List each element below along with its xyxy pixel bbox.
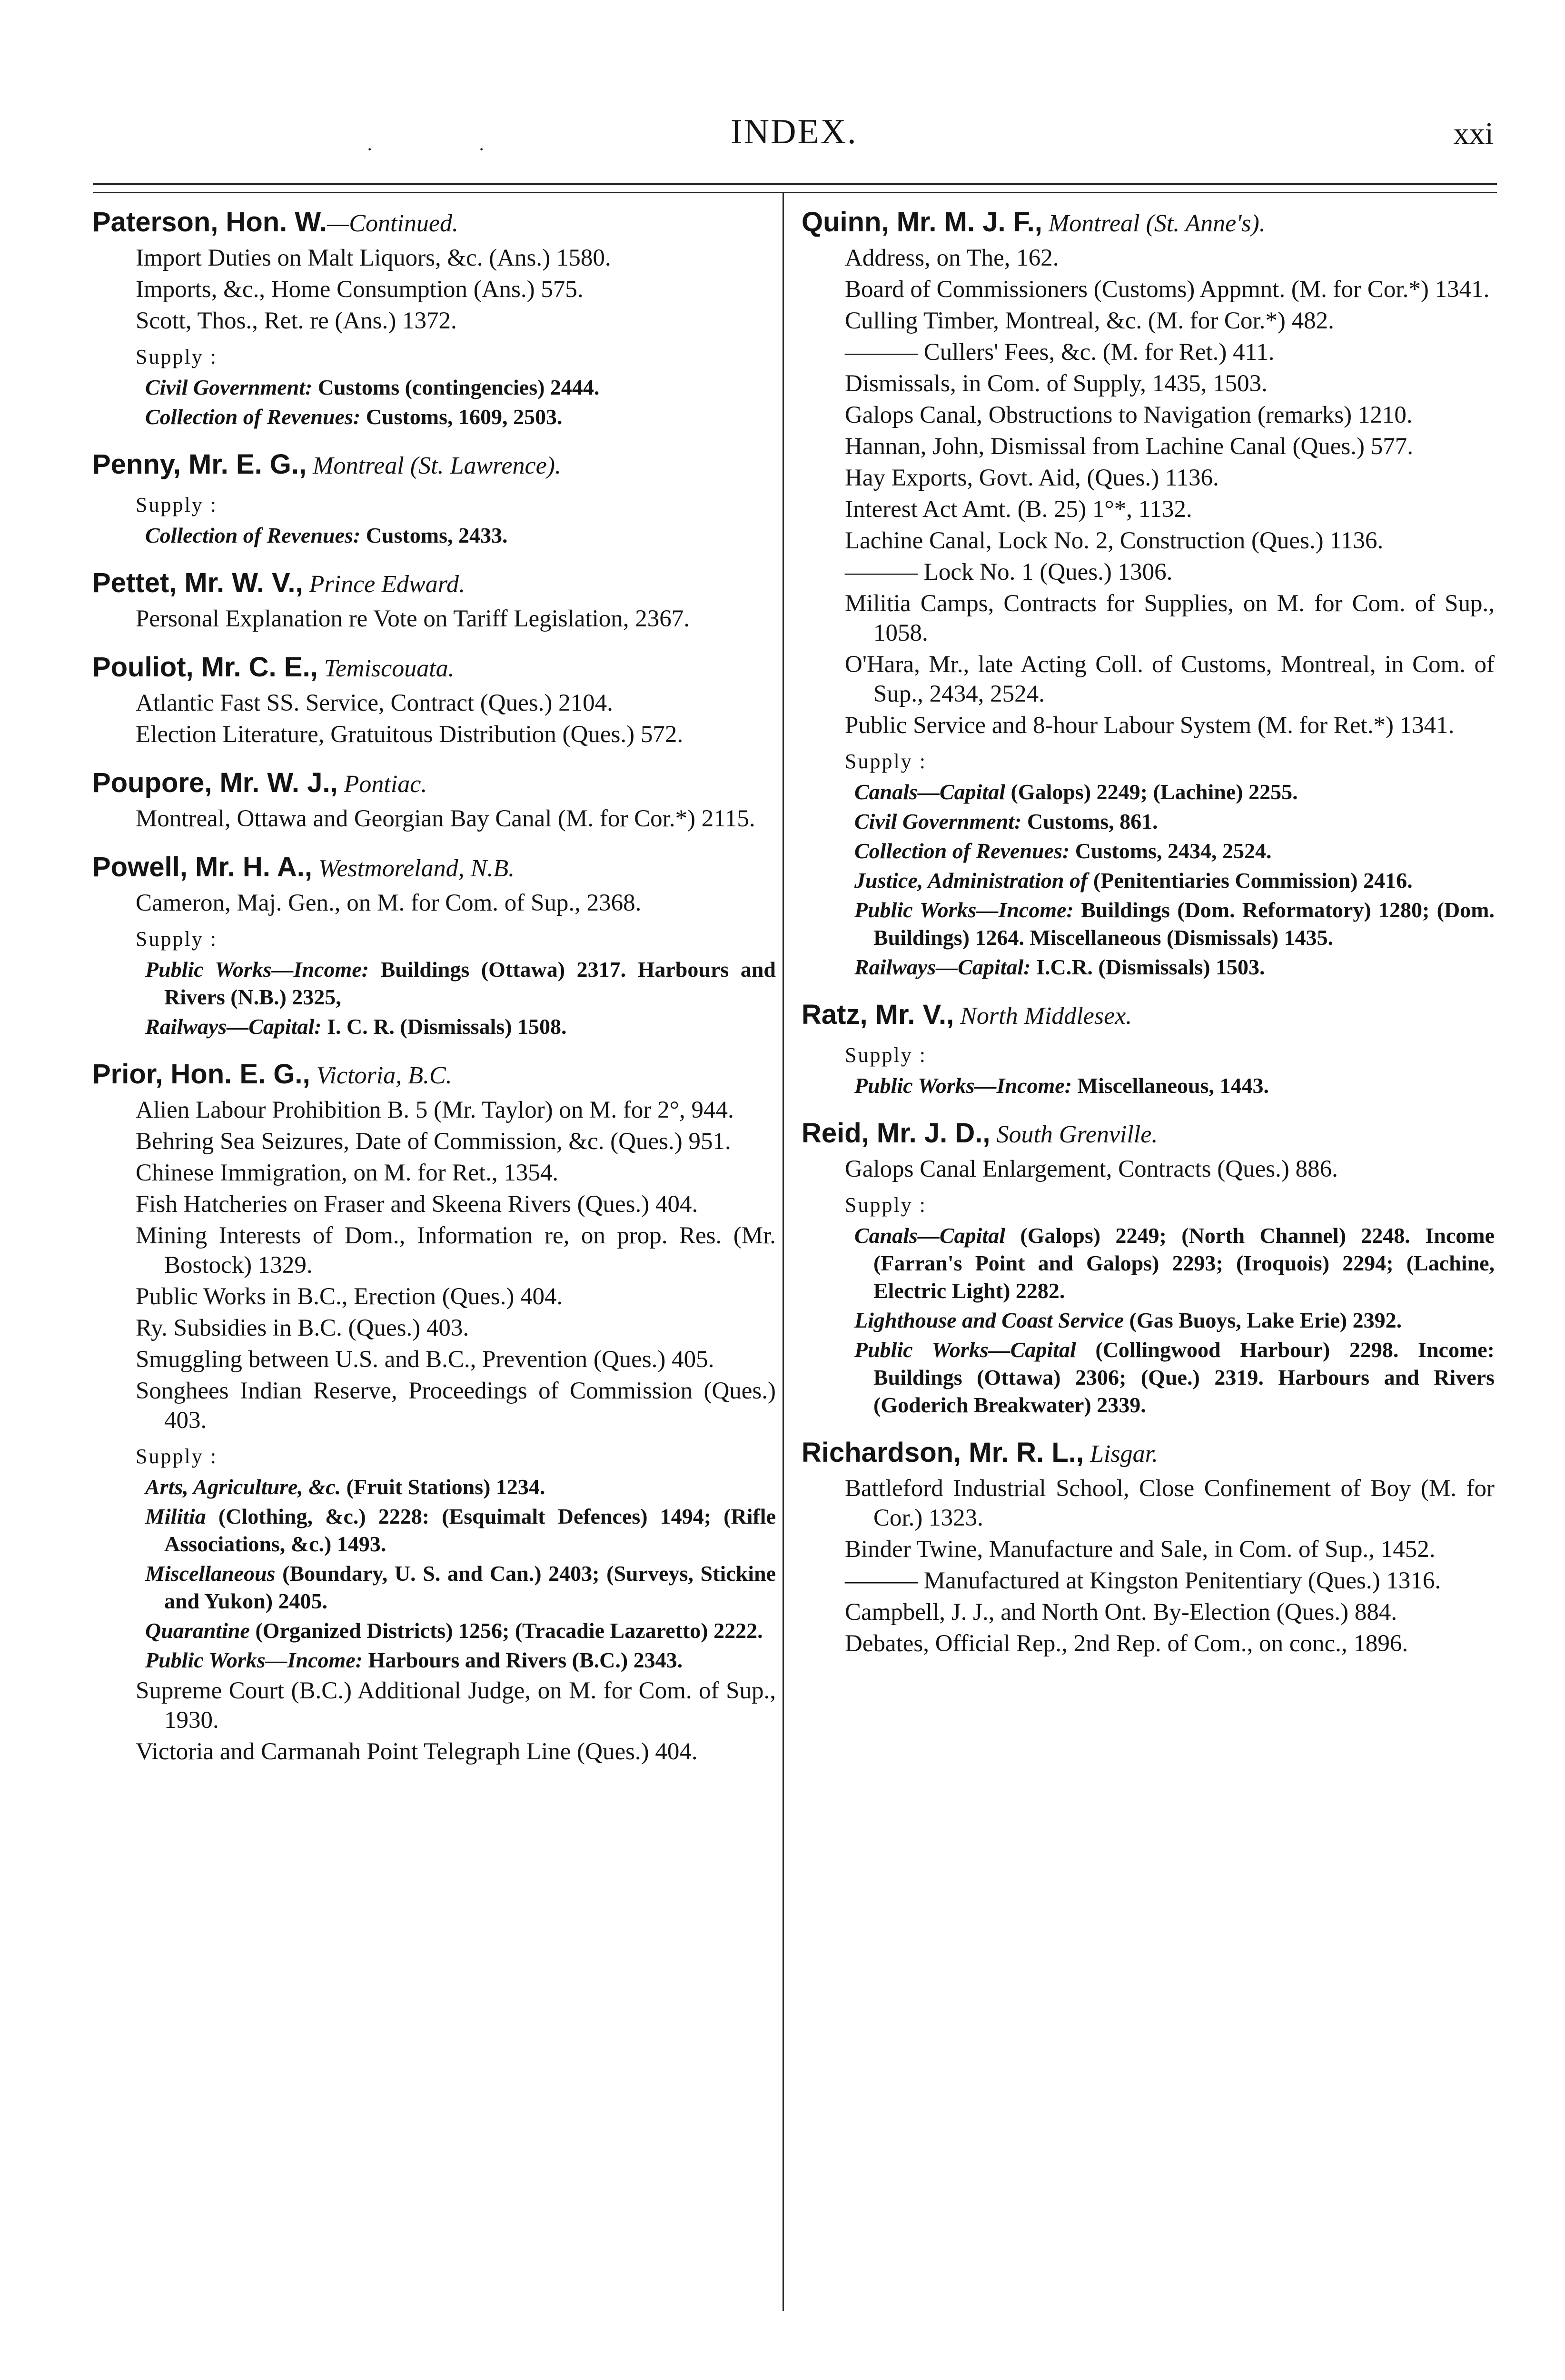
item-text: ——— Cullers' Fees, &c. (M. for Ret.) 411.: [845, 339, 1275, 366]
item-text: Interest Act Amt. (B. 25) 1°*, 1132.: [845, 496, 1192, 523]
item-text: Chinese Immigration, on M. for Ret., 1354.: [136, 1160, 559, 1186]
supply-item: [800, 837, 1495, 865]
index-item: [90, 1095, 776, 1125]
index-item: [90, 275, 776, 304]
index-item: [90, 243, 776, 273]
item-text: Election Literature, Gratuitous Distribution (Ques.) 572.: [136, 721, 683, 748]
index-item: [800, 306, 1495, 336]
item-text: Montreal, Ottawa and Georgian Bay Canal (M. for Cor.*) 2115.: [136, 805, 755, 832]
supply-category: Lighthouse and Coast Service: [854, 1308, 1124, 1332]
item-text: Militia Camps, Contracts for Supplies, on M. for Com. of Sup., 1058.: [845, 590, 1495, 646]
index-item: [90, 306, 776, 336]
index-item: [800, 463, 1495, 493]
column-divider: [782, 193, 784, 2311]
item-text: Address, on The, 162.: [845, 245, 1059, 271]
supply-text: (Galops) 2249; (Lachine) 2255.: [1005, 780, 1298, 804]
supply-category: Collection of Revenues:: [145, 405, 361, 429]
item-text: Songhees Indian Reserve, Proceedings of Commission (Ques.) 403.: [136, 1378, 776, 1434]
member-name: Paterson, Hon. W.: [92, 207, 327, 238]
supply-item: [800, 1307, 1495, 1334]
page-number: xxi: [1453, 116, 1494, 151]
supply-item: [90, 522, 776, 549]
supply-category: Railways—Capital:: [854, 955, 1031, 979]
index-item: [800, 1597, 1495, 1627]
index-item: [800, 589, 1495, 648]
item-text: Supreme Court (B.C.) Additional Judge, on M. for Com. of Sup., 1930.: [136, 1677, 776, 1734]
index-item: [800, 1154, 1495, 1184]
index-entry: [90, 1057, 776, 1766]
item-text: Victoria and Carmanah Point Telegraph Line (Ques.) 404.: [136, 1738, 698, 1765]
supply-text: Miscellaneous, 1443.: [1072, 1073, 1269, 1098]
constituency: Westmoreland, N.B.: [312, 855, 515, 882]
supply-text: Customs, 861.: [1021, 809, 1158, 833]
item-text: Mining Interests of Dom., Information re, on prop. Res. (Mr. Bostock) 1329.: [136, 1222, 776, 1279]
supply-category: Public Works—Capital: [854, 1338, 1076, 1362]
supply-text: (Galops) 2249; (North Channel) 2248. Income (Farran's Point and Galops) 2293; (Iroquois) 2294; (Lachine, Electric Light) 2282.: [873, 1223, 1495, 1303]
index-item: [90, 1127, 776, 1156]
supply-item: [800, 778, 1495, 806]
supply-text: (Collingwood Harbour) 2298. Income: Buildings (Ottawa) 2306; (Que.) 2319. Harbours and Rivers (Goderich Breakwater) 2339.: [873, 1338, 1495, 1417]
supply-text: Customs, 2433.: [360, 523, 508, 547]
constituency: Montreal (St. Anne's).: [1042, 210, 1266, 237]
index-item: [800, 1474, 1495, 1533]
supply-category: Public Works—Income:: [145, 1648, 363, 1672]
supply-label: Supply :: [845, 1193, 927, 1217]
supply-category: Arts, Agriculture, &c.: [145, 1475, 341, 1499]
index-item: [800, 1629, 1495, 1658]
index-entry: [90, 850, 776, 1041]
index-entry: [800, 1116, 1495, 1419]
constituency: Pontiac.: [337, 771, 427, 798]
constituency: —Continued.: [327, 210, 458, 237]
supply-category: Collection of Revenues:: [145, 523, 361, 547]
member-name: Ratz, Mr. V.,: [802, 999, 954, 1030]
item-text: Atlantic Fast SS. Service, Contract (Ques.) 2104.: [136, 690, 613, 716]
index-item: [800, 557, 1495, 587]
index-entry: [800, 997, 1495, 1100]
supply-text: (Organized Districts) 1256; (Tracadie Lazaretto) 2222.: [249, 1618, 763, 1643]
supply-text: Harbours and Rivers (B.C.) 2343.: [363, 1648, 683, 1672]
item-text: Galops Canal, Obstructions to Navigation (remarks) 1210.: [845, 402, 1413, 428]
supply-text: (Fruit Stations) 1234.: [341, 1475, 545, 1499]
supply-item: [800, 1072, 1495, 1100]
speck-mark: ·: [366, 139, 373, 160]
header-rule: [93, 183, 1497, 185]
item-text: Board of Commissioners (Customs) Appmnt. (M. for Cor.*) 1341.: [845, 276, 1490, 303]
supply-label: Supply :: [136, 927, 218, 951]
item-text: Public Service and 8-hour Labour System (M. for Ret.*) 1341.: [845, 712, 1455, 739]
index-item: [90, 1221, 776, 1280]
entry-heading: [800, 205, 1495, 241]
item-text: Hay Exports, Govt. Aid, (Ques.) 1136.: [845, 465, 1219, 491]
supply-category: Railways—Capital:: [145, 1014, 322, 1039]
index-item: [90, 1158, 776, 1188]
index-item: [90, 720, 776, 749]
supply-item: [90, 1503, 776, 1558]
index-item: [800, 1535, 1495, 1564]
item-text: ——— Manufactured at Kingston Penitentiary (Ques.) 1316.: [845, 1567, 1441, 1594]
index-entry: [90, 765, 776, 833]
index-entry: [90, 447, 776, 549]
member-name: Pettet, Mr. W. V.,: [92, 567, 303, 598]
supply-text: Customs (contingencies) 2444.: [312, 375, 600, 399]
index-item: [90, 1190, 776, 1219]
item-text: Dismissals, in Com. of Supply, 1435, 1503.: [845, 370, 1268, 397]
item-text: Personal Explanation re Vote on Tariff Legislation, 2367.: [136, 605, 690, 632]
supply-item: [800, 953, 1495, 981]
item-text: ——— Lock No. 1 (Ques.) 1306.: [845, 559, 1173, 585]
page-header: [0, 93, 1565, 159]
constituency: North Middlesex.: [954, 1002, 1132, 1030]
supply-label: Supply :: [136, 1445, 218, 1468]
supply-item: [90, 1013, 776, 1041]
index-item: [800, 1566, 1495, 1596]
supply-text: (Penitentiaries Commission) 2416.: [1088, 868, 1413, 892]
supply-category: Justice, Administration of: [854, 868, 1088, 892]
left-column: [90, 205, 776, 1783]
supply-category: Civil Government:: [145, 375, 313, 399]
item-text: Smuggling between U.S. and B.C., Prevention (Ques.) 405.: [136, 1346, 714, 1373]
index-item: [800, 526, 1495, 555]
item-text: Cameron, Maj. Gen., on M. for Com. of Sup., 2368.: [136, 890, 642, 916]
entry-heading: [90, 850, 776, 886]
supply-item: [90, 374, 776, 401]
member-name: Pouliot, Mr. C. E.,: [92, 652, 318, 683]
supply-item: [800, 1222, 1495, 1305]
supply-item: [90, 956, 776, 1011]
supply-item: [90, 1646, 776, 1674]
item-text: Campbell, J. J., and North Ont. By-Election (Ques.) 884.: [845, 1599, 1397, 1626]
entry-heading: [800, 1435, 1495, 1472]
right-column: [800, 205, 1495, 1675]
supply-item: [800, 867, 1495, 894]
supply-text: Buildings (Dom. Reformatory) 1280; (Dom. Buildings) 1264. Miscellaneous (Dismissals) 1435.: [873, 898, 1495, 950]
index-item: [800, 400, 1495, 430]
member-name: Powell, Mr. H. A.,: [92, 852, 312, 883]
supply-text: I.C.R. (Dismissals) 1503.: [1030, 955, 1265, 979]
supply-item: [90, 1617, 776, 1645]
index-item: [90, 1376, 776, 1435]
index-item: [800, 243, 1495, 273]
entry-heading: [800, 997, 1495, 1034]
supply-category: Quarantine: [145, 1618, 250, 1643]
item-text: Scott, Thos., Ret. re (Ans.) 1372.: [136, 307, 457, 334]
supply-item: [800, 1336, 1495, 1419]
item-text: Hannan, John, Dismissal from Lachine Canal (Ques.) 577.: [845, 433, 1413, 460]
constituency: Lisgar.: [1083, 1440, 1159, 1468]
supply-label: Supply :: [136, 345, 218, 368]
entry-heading: [90, 205, 776, 241]
supply-category: Public Works—Income:: [854, 1073, 1072, 1098]
index-entry: [90, 565, 776, 634]
supply-text: (Boundary, U. S. and Can.) 2403; (Surveys, Stickine and Yukon) 2405.: [164, 1561, 776, 1613]
index-item: [800, 432, 1495, 461]
index-item: [90, 1737, 776, 1766]
index-item: [90, 804, 776, 833]
member-name: Reid, Mr. J. D.,: [802, 1118, 991, 1149]
member-name: Penny, Mr. E. G.,: [92, 449, 307, 480]
index-item: [90, 688, 776, 718]
supply-text: Customs, 1609, 2503.: [360, 405, 563, 429]
supply-text: (Clothing, &c.) 2228: (Esquimalt Defences) 1494; (Rifle Associations, &c.) 1493.: [164, 1504, 776, 1556]
supply-text: Customs, 2434, 2524.: [1070, 839, 1272, 863]
member-name: Poupore, Mr. W. J.,: [92, 767, 338, 798]
supply-category: Civil Government:: [854, 809, 1022, 833]
supply-category: Canals—Capital: [854, 1223, 1005, 1248]
entry-heading: [90, 765, 776, 802]
supply-text: I. C. R. (Dismissals) 1508.: [321, 1014, 567, 1039]
constituency: Prince Edward.: [303, 571, 466, 598]
header-rule: [93, 192, 1497, 193]
index-item: [800, 369, 1495, 398]
supply-item: [90, 1473, 776, 1501]
entry-heading: [90, 565, 776, 602]
item-text: Ry. Subsidies in B.C. (Ques.) 403.: [136, 1315, 469, 1341]
supply-label: Supply :: [845, 750, 927, 773]
supply-category: Collection of Revenues:: [854, 839, 1070, 863]
supply-item: [800, 896, 1495, 952]
entry-heading: [90, 650, 776, 686]
item-text: Binder Twine, Manufacture and Sale, in Com. of Sup., 1452.: [845, 1536, 1436, 1563]
constituency: Montreal (St. Lawrence).: [307, 452, 561, 479]
index-item: [90, 1676, 776, 1735]
item-text: Battleford Industrial School, Close Confinement of Boy (M. for Cor.) 1323.: [845, 1475, 1495, 1531]
index-item: [800, 650, 1495, 709]
supply-category: Public Works—Income:: [854, 898, 1074, 922]
supply-label: Supply :: [845, 1043, 927, 1067]
entry-heading: [90, 447, 776, 484]
supply-category: Canals—Capital: [854, 780, 1005, 804]
item-text: Imports, &c., Home Consumption (Ans.) 575.: [136, 276, 584, 303]
member-name: Quinn, Mr. M. J. F.,: [802, 207, 1042, 238]
item-text: Public Works in B.C., Erection (Ques.) 404.: [136, 1283, 563, 1310]
constituency: Victoria, B.C.: [310, 1062, 452, 1089]
item-text: Galops Canal Enlargement, Contracts (Ques.) 886.: [845, 1156, 1338, 1182]
item-text: Alien Labour Prohibition B. 5 (Mr. Taylor) on M. for 2°, 944.: [136, 1097, 734, 1123]
index-entry: [800, 1435, 1495, 1658]
index-entry: [90, 205, 776, 431]
index-item: [800, 711, 1495, 740]
member-name: Prior, Hon. E. G.,: [92, 1059, 310, 1090]
supply-category: Public Works—Income:: [145, 957, 369, 982]
item-text: Culling Timber, Montreal, &c. (M. for Cor.*) 482.: [845, 307, 1334, 334]
item-text: Behring Sea Seizures, Date of Commission, &c. (Ques.) 951.: [136, 1128, 731, 1155]
item-text: O'Hara, Mr., late Acting Coll. of Customs, Montreal, in Com. of Sup., 2434, 2524.: [845, 651, 1495, 707]
entry-heading: [90, 1057, 776, 1093]
entry-heading: [800, 1116, 1495, 1152]
index-item: [90, 1313, 776, 1343]
supply-category: Miscellaneous: [145, 1561, 276, 1586]
supply-label: Supply :: [136, 493, 218, 516]
page-title: INDEX.: [731, 112, 858, 151]
item-text: Import Duties on Malt Liquors, &c. (Ans.) 1580.: [136, 245, 611, 271]
index-item: [90, 888, 776, 918]
supply-item: [90, 1560, 776, 1615]
constituency: South Grenville.: [990, 1121, 1158, 1148]
index-entry: [800, 205, 1495, 981]
supply-item: [800, 808, 1495, 835]
supply-text: Buildings (Ottawa) 2317. Harbours and Rivers (N.B.) 2325,: [164, 957, 776, 1009]
item-text: Debates, Official Rep., 2nd Rep. of Com., on conc., 1896.: [845, 1630, 1408, 1657]
constituency: Temiscouata.: [317, 655, 455, 682]
index-item: [90, 1345, 776, 1374]
supply-item: [90, 403, 776, 431]
index-entry: [90, 650, 776, 749]
index-item: [800, 275, 1495, 304]
item-text: Fish Hatcheries on Fraser and Skeena Rivers (Ques.) 404.: [136, 1191, 698, 1218]
member-name: Richardson, Mr. R. L.,: [802, 1437, 1084, 1468]
index-item: [800, 337, 1495, 367]
supply-category: Militia: [145, 1504, 206, 1528]
supply-text: (Gas Buoys, Lake Erie) 2392.: [1124, 1308, 1402, 1332]
index-item: [90, 604, 776, 634]
item-text: Lachine Canal, Lock No. 2, Construction (Ques.) 1136.: [845, 527, 1384, 554]
index-item: [800, 495, 1495, 524]
speck-mark: ·: [478, 139, 485, 160]
index-item: [90, 1282, 776, 1311]
